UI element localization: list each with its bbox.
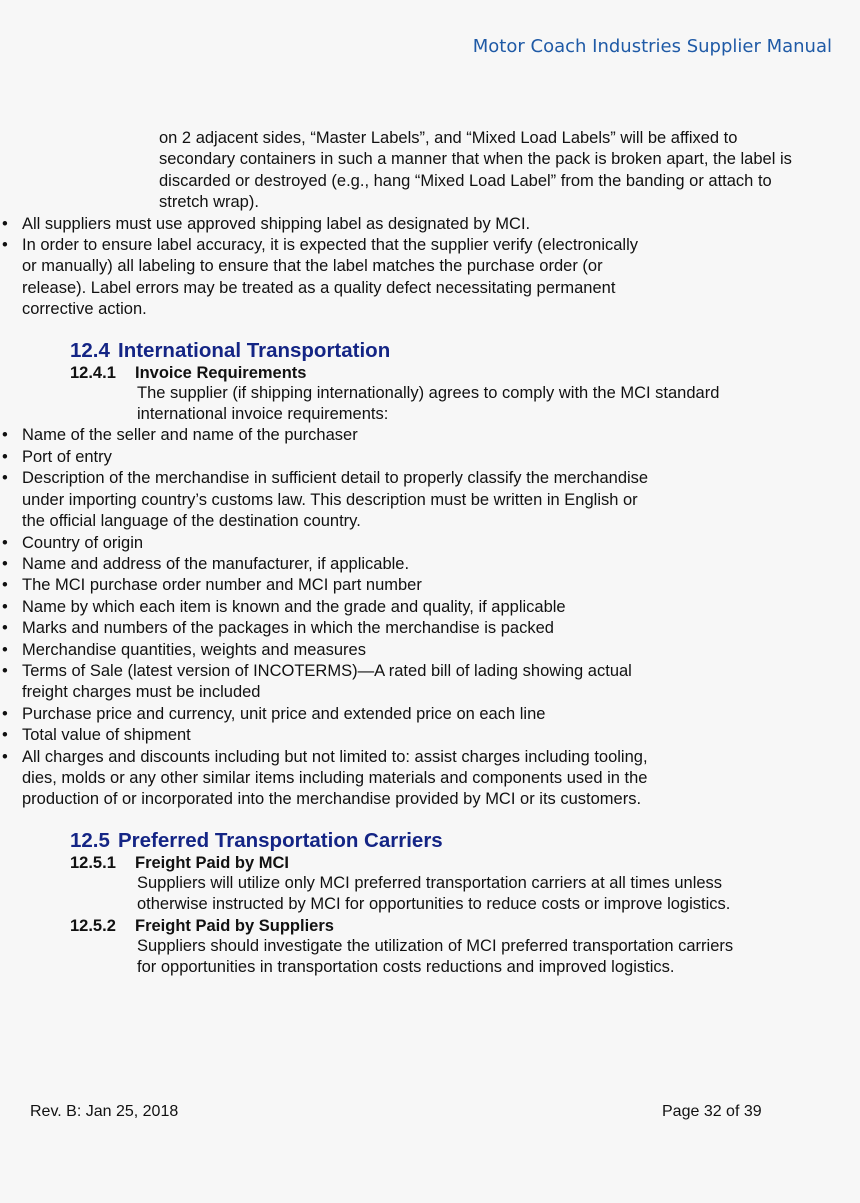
continuation-text: on 2 adjacent sides, “Master Labels”, and “Mixed Load Labels” will be affixed to secondary containers in such a manner that when the pack is broken apart, the label is discarded or destroyed (e.g., hang “Mixed Load Label” from the banding or attach to stretch wrap). xyxy=(159,129,792,212)
subsection-title: Freight Paid by MCI xyxy=(135,853,290,872)
subsection-number: 12.4.1 xyxy=(70,363,116,382)
subsection-heading-12-5-1 xyxy=(70,853,860,873)
section-heading-12-4 xyxy=(70,339,860,363)
section-title: International Transportation xyxy=(118,338,391,362)
list-item: • Description of the merchandise in sufficient detail to properly classify the merchandise under importing country’s customs law. This description must be written in English or the official language of the destination country. xyxy=(0,468,650,532)
list-item: • All suppliers must use approved shipping label as designated by MCI. xyxy=(0,214,650,235)
list-item: • All charges and discounts including but not limited to: assist charges including tooling, dies, molds or any other similar items including materials and components used in the production of or incorporated into the merchandise provided by MCI or its customers. xyxy=(0,747,650,811)
list-item: • Terms of Sale (latest version of INCOTERMS)—A rated bill of lading showing actual freight charges must be included xyxy=(0,661,650,704)
freight-mci-text: Suppliers will utilize only MCI preferred transportation carriers at all times unless otherwise instructed by MCI for opportunities to reduce costs or improve logistics. xyxy=(137,873,731,914)
subsection-number: 12.5.1 xyxy=(70,853,116,872)
list-item: • In order to ensure label accuracy, it is expected that the supplier verify (electronically or manually) all labeling to ensure that the label matches the purchase order (or release). Label errors may be treated as a quality defect necessitating permanent corrective action. xyxy=(0,235,650,321)
label-bullet-list xyxy=(0,214,650,321)
footer-revision: Rev. B: Jan 25, 2018 xyxy=(30,1103,179,1120)
section-title: Preferred Transportation Carriers xyxy=(118,828,443,852)
section-number: 12.5 xyxy=(70,828,110,852)
list-item: • The MCI purchase order number and MCI part number xyxy=(0,575,650,596)
footer-page-number: Page 32 of 39 xyxy=(662,1103,762,1120)
invoice-bullet-list xyxy=(0,425,650,810)
freight-suppliers-text: Suppliers should investigate the utilization of MCI preferred transportation carriers for opportunities in transportation costs reductions and improved logistics. xyxy=(137,936,734,976)
list-item: • Merchandise quantities, weights and measures xyxy=(0,640,650,661)
list-item: • Purchase price and currency, unit price and extended price on each line xyxy=(0,704,650,725)
list-item: • Name of the seller and name of the purchaser xyxy=(0,425,650,446)
running-header: Motor Coach Industries Supplier Manual xyxy=(472,36,832,57)
invoice-intro: The supplier (if shipping internationally) agrees to comply with the MCI standard international invoice requirements: xyxy=(137,383,720,424)
subsection-heading-12-5-2 xyxy=(70,916,860,936)
list-item: • Marks and numbers of the packages in which the merchandise is packed xyxy=(0,618,650,639)
list-item: • Name and address of the manufacturer, if applicable. xyxy=(0,554,650,575)
subsection-heading-12-4-1 xyxy=(70,363,860,383)
list-item: • Total value of shipment xyxy=(0,725,650,746)
page-content xyxy=(0,128,860,978)
list-item: • Port of entry xyxy=(0,447,650,468)
subsection-title: Freight Paid by Suppliers xyxy=(135,916,334,935)
section-number: 12.4 xyxy=(70,338,110,362)
list-item: • Name by which each item is known and the grade and quality, if applicable xyxy=(0,597,650,618)
subsection-number: 12.5.2 xyxy=(70,916,116,935)
section-heading-12-5 xyxy=(70,829,860,853)
list-item: • Country of origin xyxy=(0,533,650,554)
subsection-title: Invoice Requirements xyxy=(135,363,307,382)
